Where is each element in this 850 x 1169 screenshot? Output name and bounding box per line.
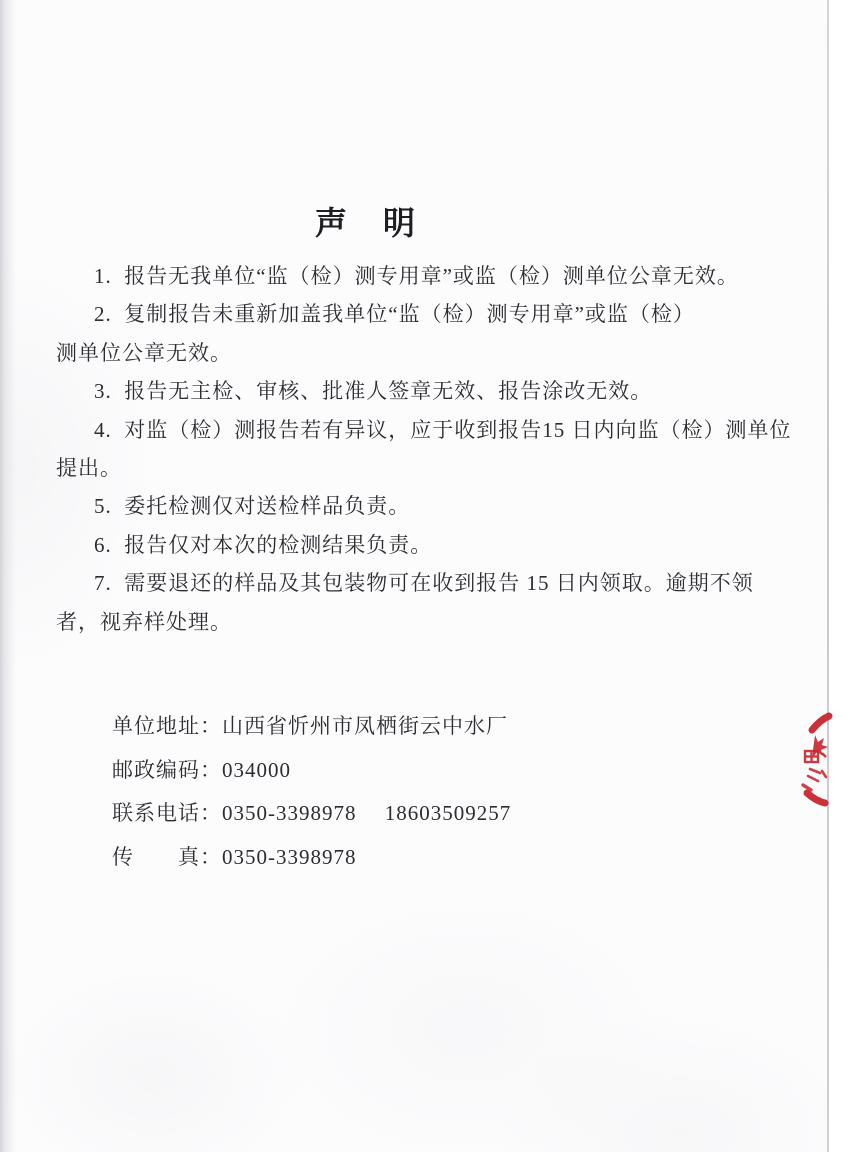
statement-line: 提出。 bbox=[56, 455, 122, 480]
contact-address-label: 单位地址： bbox=[112, 714, 222, 738]
contact-fax-value: 0350-3398978 bbox=[222, 844, 357, 869]
contact-phone-row bbox=[112, 792, 672, 836]
contact-address-value: 山西省忻州市凤栖街云中水厂 bbox=[222, 714, 508, 738]
contact-address-row bbox=[112, 705, 672, 749]
scan-bottom-margin bbox=[0, 1152, 850, 1169]
statement-line: 7. 需要退还的样品及其包装物可在收到报告 15 日内领取。逾期不领 bbox=[94, 571, 754, 596]
contact-postcode-label: 邮政编码： bbox=[112, 757, 222, 782]
red-seal-fragment-icon bbox=[798, 711, 840, 807]
paper-right-edge-line bbox=[827, 0, 829, 1154]
page-title: 声 明 bbox=[314, 205, 417, 241]
contact-info bbox=[112, 705, 672, 879]
contact-fax-row bbox=[112, 836, 672, 880]
contact-phone-value: 0350-3398978 18603509257 bbox=[222, 801, 512, 825]
scan-left-shadow bbox=[0, 0, 18, 1169]
statement-line: 4. 对监（检）测报告若有异议，应于收到报告15 日内向监（检）测单位 bbox=[94, 417, 792, 442]
statement-line: 1. 报告无我单位“监（检）测专用章”或监（检）测单位公章无效。 bbox=[94, 264, 739, 288]
statement-line: 6. 报告仅对本次的检测结果负责。 bbox=[94, 532, 433, 557]
contact-fax-label: 传 真： bbox=[112, 844, 222, 869]
statement-line: 5. 委托检测仅对送检样品负责。 bbox=[94, 494, 411, 519]
contact-postcode-value: 034000 bbox=[222, 757, 291, 782]
contact-postcode-row bbox=[112, 749, 672, 793]
statement-body bbox=[56, 257, 796, 641]
statement-line: 3. 报告无主检、审核、批准人签章无效、报告涂改无效。 bbox=[94, 379, 653, 404]
contact-phone-label: 联系电话： bbox=[112, 801, 222, 825]
statement-line: 2. 复制报告未重新加盖我单位“监（检）测专用章”或监（检） bbox=[94, 302, 695, 327]
statement-line: 测单位公章无效。 bbox=[56, 340, 232, 365]
scan-right-margin bbox=[829, 0, 850, 1169]
statement-line: 者，视弃样处理。 bbox=[56, 609, 232, 634]
